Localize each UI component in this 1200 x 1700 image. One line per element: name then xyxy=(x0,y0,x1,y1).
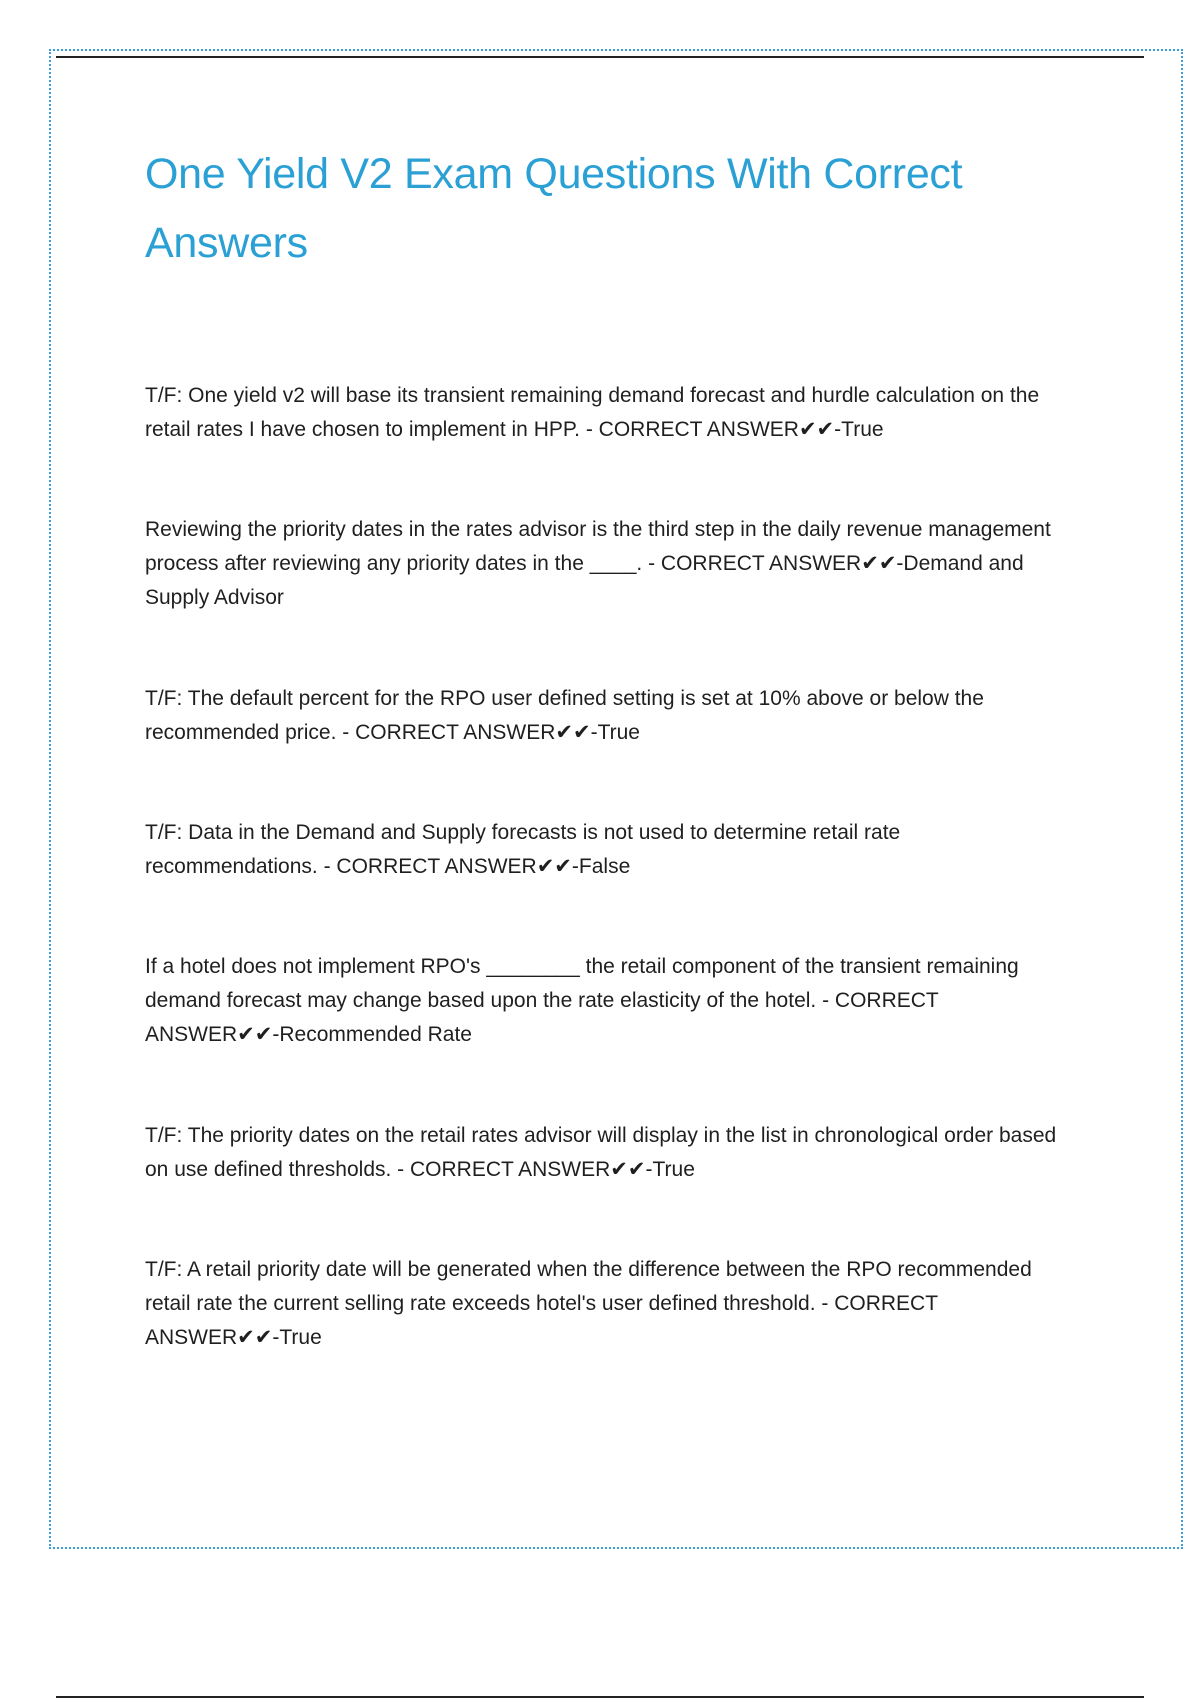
question-answer-4: T/F: Data in the Demand and Supply forecasts is not used to determine retail rate recommendations. - CORRECT ANSWER✔✔-False xyxy=(145,821,901,878)
question-answer-2: Reviewing the priority dates in the rates advisor is the third step in the daily revenue management process after reviewing any priority dates in the ____. - CORRECT ANSWER✔✔-Demand and Supply Advisor xyxy=(145,518,1051,609)
question-answer-3: T/F: The default percent for the RPO user defined setting is set at 10% above or below the recommended price. - CORRECT ANSWER✔✔-True xyxy=(145,687,984,744)
question-answer-5: If a hotel does not implement RPO's ________ the retail component of the transient remaining demand forecast may change based upon the rate elasticity of the hotel. - CORRECT ANSWER✔✔-Recommended Rate xyxy=(145,955,1019,1046)
header-rule xyxy=(56,56,1144,58)
question-answer-7: T/F: A retail priority date will be generated when the difference between the RPO recommended retail rate the current selling rate exceeds hotel's user defined threshold. - CORRECT ANSWER✔✔-True xyxy=(145,1258,1032,1349)
footer-rule xyxy=(56,1696,1144,1698)
question-answer-6: T/F: The priority dates on the retail rates advisor will display in the list in chronological order based on use defined thresholds. - CORRECT ANSWER✔✔-True xyxy=(145,1124,1057,1181)
document-title: One Yield V2 Exam Questions With Correct Answers xyxy=(145,150,963,267)
question-answer-1: T/F: One yield v2 will base its transient remaining demand forecast and hurdle calculation on the retail rates I have chosen to implement in HPP. - CORRECT ANSWER✔✔-True xyxy=(145,384,1040,441)
